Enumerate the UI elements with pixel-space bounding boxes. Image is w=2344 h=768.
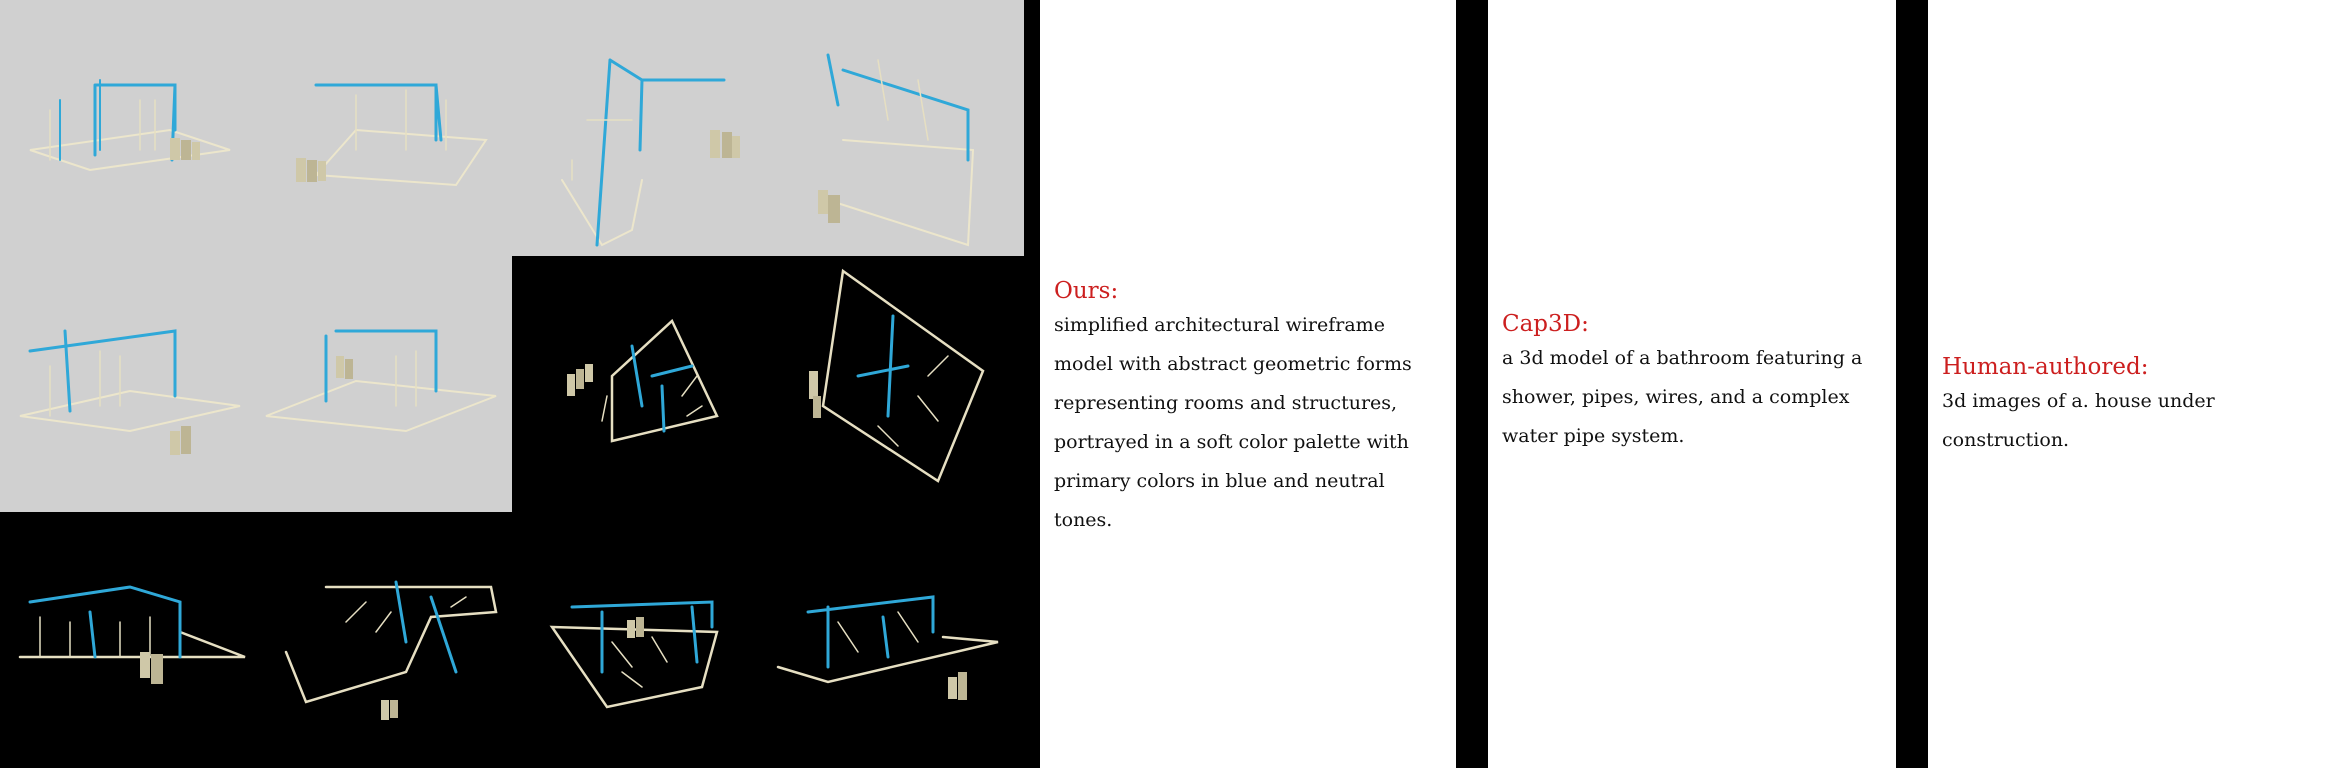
caption-label-cap3d: Cap3D: bbox=[1502, 311, 1589, 337]
render-view-1 bbox=[0, 0, 256, 256]
caption-label-ours: Ours: bbox=[1054, 278, 1119, 304]
render-grid bbox=[0, 0, 1038, 768]
render-view-7 bbox=[512, 256, 768, 512]
caption-ours bbox=[1054, 276, 1446, 540]
caption-panel-ours bbox=[1040, 0, 1456, 768]
render-view-12 bbox=[768, 512, 1024, 768]
render-view-6 bbox=[256, 256, 512, 512]
caption-text-ours: simplified architectural wireframe model with abstract geometric forms representing rooms and structures, portrayed in a soft color palette with primary colors in blue and neutral tones. bbox=[1054, 314, 1412, 531]
caption-cap3d bbox=[1502, 309, 1887, 456]
render-view-9 bbox=[0, 512, 256, 768]
caption-panel-human bbox=[1928, 0, 2344, 768]
render-view-11 bbox=[512, 512, 768, 768]
caption-panel-cap3d bbox=[1488, 0, 1896, 768]
render-view-4 bbox=[768, 0, 1024, 256]
caption-label-human: Human-authored: bbox=[1942, 354, 2149, 380]
caption-human bbox=[1942, 352, 2342, 460]
caption-text-cap3d: a 3d model of a bathroom featuring a shower, pipes, wires, and a complex water pipe system. bbox=[1502, 347, 1863, 447]
render-view-8 bbox=[768, 256, 1024, 512]
render-view-5 bbox=[0, 256, 256, 512]
render-view-3 bbox=[512, 0, 768, 256]
caption-text-human: 3d images of a. house under construction. bbox=[1942, 390, 2215, 451]
render-view-10 bbox=[256, 512, 512, 768]
render-view-2 bbox=[256, 0, 512, 256]
